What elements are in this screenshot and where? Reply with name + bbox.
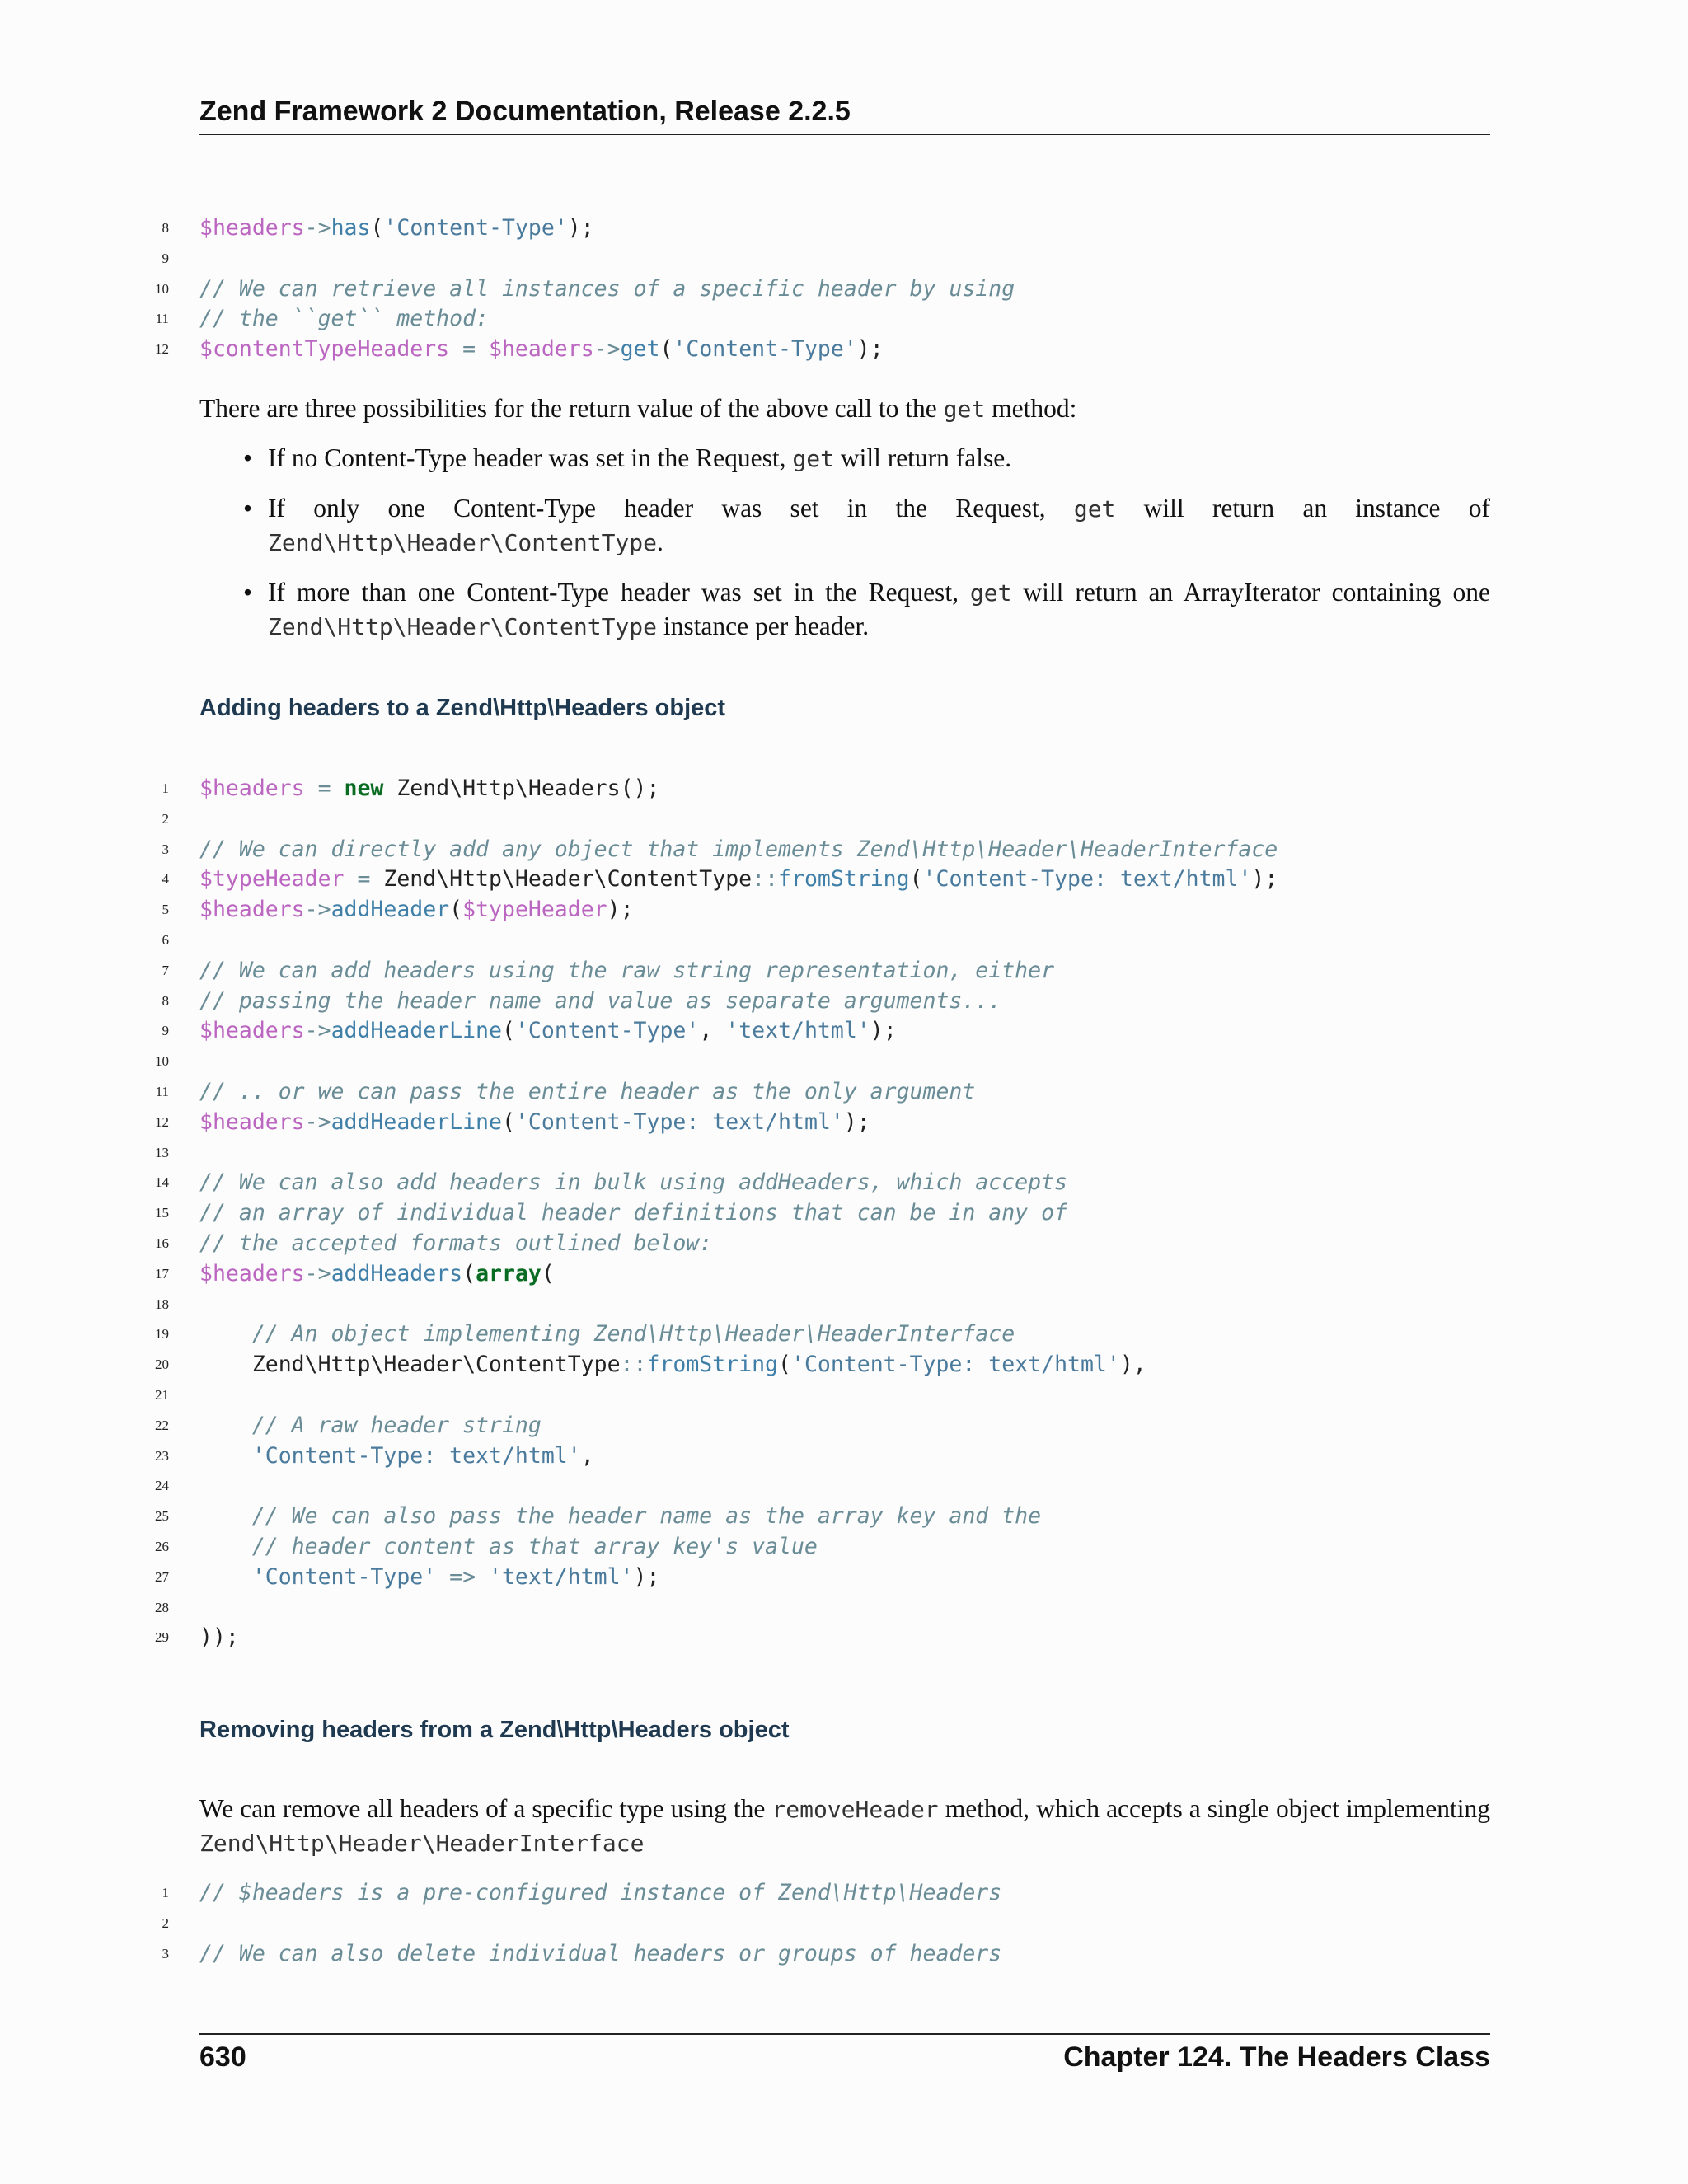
code-token: (: [501, 1018, 515, 1044]
inline-code: get: [1073, 495, 1116, 523]
code-token: ->: [304, 1108, 331, 1135]
code-token: addHeader: [331, 897, 450, 923]
code-token: 'Content-Type: text/html': [199, 1442, 581, 1469]
code-text: [199, 774, 659, 804]
code-line: [0, 1077, 1688, 1108]
line-number: 25: [155, 1508, 169, 1525]
code-token: $headers: [199, 897, 305, 923]
section-heading-removing-headers: Removing headers from a Zend\Http\Headers object: [199, 1717, 790, 1743]
code-token: $headers: [199, 1260, 305, 1286]
code-line: [0, 1563, 1688, 1593]
line-number: 16: [155, 1235, 169, 1251]
line-number: 28: [155, 1599, 169, 1615]
code-text: [199, 1878, 1001, 1909]
bullet-text: will return false.: [833, 443, 1012, 472]
code-text: [199, 865, 1278, 895]
code-line: [0, 1441, 1688, 1472]
line-number: 3: [162, 1945, 169, 1961]
code-text: [199, 1350, 1146, 1380]
code-block-adding-headers: [0, 774, 1688, 1653]
bullet-dot-icon: •: [243, 494, 253, 523]
line-number: 20: [155, 1357, 169, 1373]
line-number: 18: [155, 1296, 169, 1312]
code-line: [0, 1198, 1688, 1229]
code-token: ),: [1119, 1352, 1146, 1378]
code-text: [199, 1259, 555, 1290]
code-line: [0, 1623, 1688, 1653]
code-line: [0, 1411, 1688, 1441]
code-token: addHeaderLine: [331, 1108, 502, 1135]
code-token: Zend\Http\Header\ContentType: [383, 866, 753, 893]
line-number: 9: [162, 250, 169, 266]
line-number: 27: [155, 1568, 169, 1585]
code-token: ->: [304, 215, 331, 241]
code-token: get: [620, 336, 660, 363]
code-token: // passing the header name and value as separate arguments...: [199, 987, 1002, 1014]
line-number: 2: [162, 810, 169, 827]
code-line: [0, 956, 1688, 987]
code-text: [199, 987, 1001, 1017]
code-line: [0, 1290, 1688, 1320]
line-number: 1: [162, 780, 169, 796]
code-token: // An object implementing Zend\Http\Header\HeaderInterface: [199, 1321, 1015, 1347]
line-number: 11: [155, 311, 169, 327]
code-text: [199, 1411, 542, 1441]
code-line: [0, 1878, 1688, 1909]
line-number: 29: [155, 1629, 169, 1646]
code-token: 'text/html': [725, 1018, 870, 1044]
page-header-title: Zend Framework 2 Documentation, Release 2.2.5: [199, 92, 1490, 135]
code-line: [0, 1229, 1688, 1259]
code-token: // We can retrieve all instances of a specific header by using: [199, 275, 1015, 302]
code-token: ->: [304, 1018, 331, 1044]
code-token: fromString: [646, 1352, 779, 1378]
code-token: has: [331, 215, 371, 241]
code-token: $typeHeader: [462, 897, 607, 923]
code-token: (: [449, 897, 463, 923]
code-token: // We can directly add any object that implements Zend\Http\Header\HeaderInterface: [199, 836, 1278, 862]
code-token: (: [659, 336, 673, 363]
code-token: (: [541, 1260, 555, 1286]
code-text: [199, 895, 634, 926]
code-token: $headers: [199, 776, 305, 801]
page-number: 630: [199, 2041, 246, 2073]
line-number: 23: [155, 1447, 169, 1464]
code-token: 'text/html': [489, 1563, 634, 1590]
code-token: // We can also delete individual headers or groups of headers: [199, 1940, 1002, 1966]
code-token: =>: [436, 1563, 490, 1590]
code-token: ,: [699, 1018, 726, 1044]
code-token: ,: [580, 1442, 594, 1469]
code-token: $typeHeader: [199, 866, 345, 893]
removing-headers-paragraph: We can remove all headers of a specific type using the removeHeader method, which accepts a single object implementing Zend\Http\Header\HeaderInterface: [199, 1794, 1490, 1857]
code-token: Zend\Http\Header\ContentType: [199, 1352, 621, 1378]
code-token: // $headers is a pre-configured instance of Zend\Http\Headers: [199, 1880, 1002, 1905]
code-line: [0, 213, 1688, 244]
bullet-dot-icon: •: [243, 443, 253, 472]
line-number: 26: [155, 1538, 169, 1554]
code-text: [199, 1939, 1001, 1970]
code-token: =: [449, 336, 490, 363]
bullet-text: If more than one Content-Type header was set in the Request,: [268, 578, 970, 607]
code-token: // the ``get`` method:: [199, 306, 489, 332]
code-token: );: [567, 215, 594, 241]
code-line: [0, 926, 1688, 956]
bullet-text: instance per header.: [657, 612, 870, 640]
code-token: );: [633, 1563, 660, 1590]
line-number: 15: [155, 1205, 169, 1221]
chapter-title: Chapter 124. The Headers Class: [1063, 2041, 1490, 2073]
line-number: 11: [155, 1083, 169, 1099]
inline-code: Zend\Http\Header\ContentType: [268, 613, 658, 640]
code-token: =: [344, 866, 384, 893]
return-value-intro: There are three possibilities for the return value of the above call to the get method:: [199, 394, 1077, 423]
code-text: [199, 1229, 712, 1259]
code-token: ::: [752, 866, 779, 893]
code-token: 'Content-Type': [383, 215, 568, 241]
section-heading-adding-headers: Adding headers to a Zend\Http\Headers object: [199, 695, 726, 721]
code-line: [0, 1259, 1688, 1290]
code-line: [0, 1502, 1688, 1532]
code-line: [0, 244, 1688, 274]
code-text: [199, 1198, 1067, 1229]
code-token: addHeaderLine: [331, 1018, 502, 1044]
code-token: // .. or we can pass the entire header as the only argument: [199, 1078, 976, 1104]
line-number: 8: [162, 220, 169, 236]
bullet-item: [199, 442, 1490, 476]
inline-code: get: [792, 445, 834, 472]
code-text: [199, 335, 884, 365]
code-text: [199, 1623, 239, 1653]
code-token: 'Content-Type': [199, 1563, 437, 1590]
code-line: [0, 987, 1688, 1017]
code-token: ));: [199, 1624, 239, 1651]
line-number: 7: [162, 962, 169, 978]
code-text: [199, 956, 1054, 987]
code-token: 'Content-Type': [514, 1018, 700, 1044]
code-token: 'Content-Type: text/html': [790, 1352, 1120, 1378]
line-number: 12: [155, 341, 169, 358]
inline-code: Zend\Http\Header\ContentType: [268, 529, 658, 556]
bullet-text: will return an ArrayIterator containing one: [1011, 578, 1490, 607]
code-line: [0, 1138, 1688, 1169]
code-token: new: [344, 776, 384, 801]
bullet-text: will return an instance of: [1115, 494, 1490, 523]
code-token: // the accepted formats outlined below:: [199, 1230, 713, 1256]
line-number: 21: [155, 1386, 169, 1403]
code-line: [0, 1108, 1688, 1138]
code-token: ::: [620, 1352, 647, 1378]
code-token: ();: [620, 776, 660, 801]
code-line: [0, 1016, 1688, 1047]
code-token: // header content as that array key's value: [199, 1533, 818, 1559]
code-token: (: [370, 215, 384, 241]
code-line: [0, 1350, 1688, 1380]
code-text: [199, 274, 1015, 305]
line-number: 3: [162, 841, 169, 857]
code-line: [0, 895, 1688, 926]
code-line: [0, 1909, 1688, 1939]
code-text: [199, 1016, 897, 1047]
code-token: $headers: [199, 215, 305, 241]
code-line: [0, 1047, 1688, 1077]
code-text: [199, 835, 1278, 865]
code-line: [0, 865, 1688, 895]
line-number: 22: [155, 1417, 169, 1433]
line-number: 10: [155, 280, 169, 297]
code-token: 'Content-Type': [673, 336, 857, 363]
code-line: [0, 1168, 1688, 1198]
line-number: 17: [155, 1265, 169, 1282]
code-token: // We can add headers using the raw string representation, either: [199, 957, 1055, 983]
code-token: addHeaders: [331, 1260, 463, 1286]
code-token: // an array of individual header definitions that can be in any of: [199, 1200, 1067, 1226]
code-text: [199, 304, 489, 335]
line-number: 9: [162, 1023, 169, 1039]
code-token: $headers: [489, 336, 594, 363]
code-token: $contentTypeHeaders: [199, 336, 450, 363]
code-token: (: [462, 1260, 476, 1286]
code-token: );: [856, 336, 884, 363]
line-number: 4: [162, 871, 169, 888]
line-number: 6: [162, 931, 169, 948]
code-token: array: [476, 1260, 542, 1286]
code-line: [0, 1319, 1688, 1350]
code-text: [199, 1168, 1067, 1198]
code-token: =: [304, 776, 345, 801]
code-token: 'Content-Type: text/html': [922, 866, 1252, 893]
code-text: [199, 1532, 818, 1563]
code-token: // We can also add headers in bulk using addHeaders, which accepts: [199, 1169, 1067, 1196]
bullet-text: If no Content-Type header was set in the Request,: [268, 443, 793, 472]
line-number: 8: [162, 992, 169, 1009]
code-line: [0, 335, 1688, 365]
line-number: 24: [155, 1478, 169, 1494]
line-number: 14: [155, 1174, 169, 1191]
line-number: 13: [155, 1144, 169, 1160]
line-number: 12: [155, 1113, 169, 1130]
line-number: 5: [162, 902, 169, 918]
code-token: (: [909, 866, 923, 893]
code-token: );: [607, 897, 634, 923]
code-token: // We can also pass the header name as the array key and the: [199, 1503, 1042, 1530]
code-token: // A raw header string: [199, 1412, 542, 1438]
code-line: [0, 1939, 1688, 1970]
code-text: [199, 1441, 594, 1472]
code-token: $headers: [199, 1108, 305, 1135]
code-line: [0, 835, 1688, 865]
inline-code: get: [969, 579, 1012, 607]
code-block-removing-headers: [0, 1878, 1688, 1969]
line-number: 1: [162, 1885, 169, 1900]
code-token: $headers: [199, 1018, 305, 1044]
bullet-item: [199, 492, 1490, 560]
code-text: [199, 1077, 975, 1108]
code-token: fromString: [778, 866, 910, 893]
line-number: 19: [155, 1326, 169, 1343]
bullet-text: If only one Content-Type header was set in the Request,: [268, 494, 1074, 523]
code-text: [199, 1502, 1041, 1532]
code-line: [0, 1471, 1688, 1502]
code-token: (: [501, 1108, 515, 1135]
code-line: [0, 304, 1688, 335]
code-line: [0, 774, 1688, 804]
code-text: [199, 1319, 1015, 1350]
code-line: [0, 1532, 1688, 1563]
code-token: );: [1251, 866, 1278, 893]
return-value-list: [199, 442, 1490, 660]
line-number: 2: [162, 1915, 169, 1931]
code-token: ->: [304, 897, 331, 923]
code-token: ->: [593, 336, 621, 363]
code-token: ->: [304, 1260, 331, 1286]
code-block-has-get: [0, 213, 1688, 365]
bullet-dot-icon: •: [243, 578, 253, 607]
code-token: Zend\Http\Headers: [383, 776, 621, 801]
code-line: [0, 804, 1688, 835]
code-token: 'Content-Type: text/html': [514, 1108, 844, 1135]
bullet-text: .: [657, 527, 663, 556]
code-text: [199, 1108, 870, 1138]
bullet-item: [199, 576, 1490, 644]
code-line: [0, 274, 1688, 305]
code-line: [0, 1593, 1688, 1624]
page-footer: [199, 2033, 1490, 2074]
code-token: (: [778, 1352, 791, 1378]
code-token: );: [870, 1018, 897, 1044]
code-line: [0, 1380, 1688, 1411]
code-text: [199, 1563, 659, 1593]
code-text: [199, 213, 594, 244]
line-number: 10: [155, 1053, 169, 1070]
code-token: );: [843, 1108, 870, 1135]
